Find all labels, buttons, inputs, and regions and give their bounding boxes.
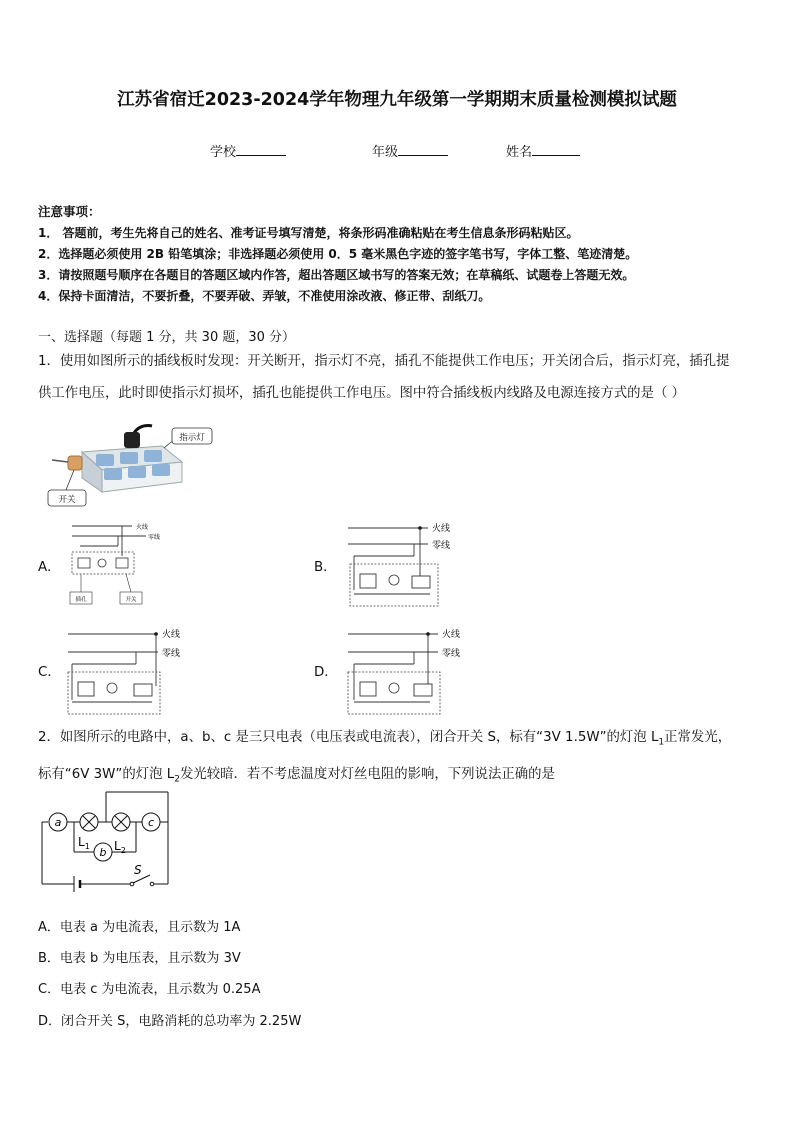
q1-line2: 供工作电压，此时即使指示灯损坏，插孔也能提供工作电压。图中符合插线板内线路及电源连接方式的是（ ） [38,386,686,401]
socket-icon [152,464,170,476]
note-item: 1． 答题前，考生先将自己的姓名、准考证号填写清楚，将条形码准确粘贴在考生信息条形码粘贴区。 [38,226,579,240]
socket-icon [120,452,138,464]
note-item: 4．保持卡面清洁，不要折叠，不要弄破、弄皱，不准使用涂改液、修正带、刮纸刀。 [38,289,491,303]
neutral-line-label: 零线 [442,649,461,659]
meter-a-label: a [54,816,62,829]
socket-icon [144,450,162,462]
q2-choice-a[interactable]: A．电表 a 为电流表，且示数为 1A [38,920,241,935]
power-strip-figure [44,418,224,510]
q1-line1: 1．使用如图所示的插线板时发现：开关断开，指示灯不亮，插孔不能提供工作电压；开关闭合后，指示灯亮，插孔提 [38,354,730,369]
option-d-label[interactable]: D． [314,665,338,680]
lamp-l1-label: $L_1$ [78,835,90,851]
switch-label: S [134,863,142,877]
circuit-diagram [36,788,176,894]
school-label: 学校 [210,145,237,160]
switch-pointer [66,470,74,490]
socket-label: 插孔 [75,597,87,603]
school-field [210,141,286,160]
option-a-label[interactable]: A． [38,560,61,575]
option-b-diagram[interactable] [344,520,474,610]
q2-line1: 2．如图所示的电路中，a、b、c 是三只电表（电压表或电流表），闭合开关 S，标有“3V 1.5W”的灯泡 $L_1$正常发光， [38,730,732,748]
fire-line-label: 火线 [136,524,149,531]
q2-line2: 标有“6V 3W”的灯泡 $L_2$发光较暗．若不考虑温度对灯丝电阻的影响，下列说法正确的是 [38,766,555,785]
fire-line-label: 火线 [432,524,451,534]
name-label: 姓名 [506,145,533,160]
switch-label: 开关 [125,597,137,603]
meter-b-label: b [99,846,107,859]
socket-icon [96,454,114,466]
option-d-diagram[interactable] [344,626,474,718]
school-blank[interactable] [236,143,286,156]
switch-knob-icon [68,456,82,470]
lamp-l2-label: $L_2$ [114,839,126,855]
socket-icon [104,468,122,480]
meter-c-label: c [147,816,155,829]
name-field [506,141,580,160]
fire-line-label: 火线 [442,630,461,640]
plug-icon [124,432,140,448]
option-b-label[interactable]: B． [314,560,337,575]
option-a-diagram[interactable] [66,520,176,608]
option-c-diagram[interactable] [64,626,194,718]
neutral-line-label: 零线 [432,541,451,551]
option-c-label[interactable]: C． [38,665,61,680]
socket-icon [128,466,146,478]
neutral-line-label: 零线 [148,534,161,541]
section-heading: 一、选择题（每题 1 分，共 30 题，30 分） [38,330,296,345]
note-item: 3．请按照题号顺序在各题目的答题区域内作答，超出答题区域书写的答案无效；在草稿纸、试题卷上答题无效。 [38,268,635,282]
page-title: 江苏省宿迁2023-2024学年物理九年级第一学期期末质量检测模拟试题 [117,90,677,110]
neutral-line-label: 零线 [162,649,181,659]
q2-choice-d[interactable]: D．闭合开关 S，电路消耗的总功率为 2.25W [38,1014,302,1029]
grade-blank[interactable] [398,143,448,156]
q2-choice-c[interactable]: C．电表 c 为电流表，且示数为 0.25A [38,982,261,997]
note-item: 2．选择题必须使用 2B 铅笔填涂；非选择题必须使用 0．5 毫米黑色字迹的签字笔书写，字体工整、笔迹清楚。 [38,247,638,261]
q1-stem [38,346,762,410]
indicator-label: 指示灯 [179,433,205,443]
switch-label: 开关 [58,495,76,505]
notes-heading: 注意事项： [38,204,101,219]
q2-choice-b[interactable]: B．电表 b 为电压表，且示数为 3V [38,951,241,966]
grade-field [372,141,448,160]
name-blank[interactable] [532,143,580,156]
q2-stem [38,722,762,795]
strip-cable [52,460,68,462]
fire-line-label: 火线 [162,630,181,640]
grade-label: 年级 [372,145,399,160]
